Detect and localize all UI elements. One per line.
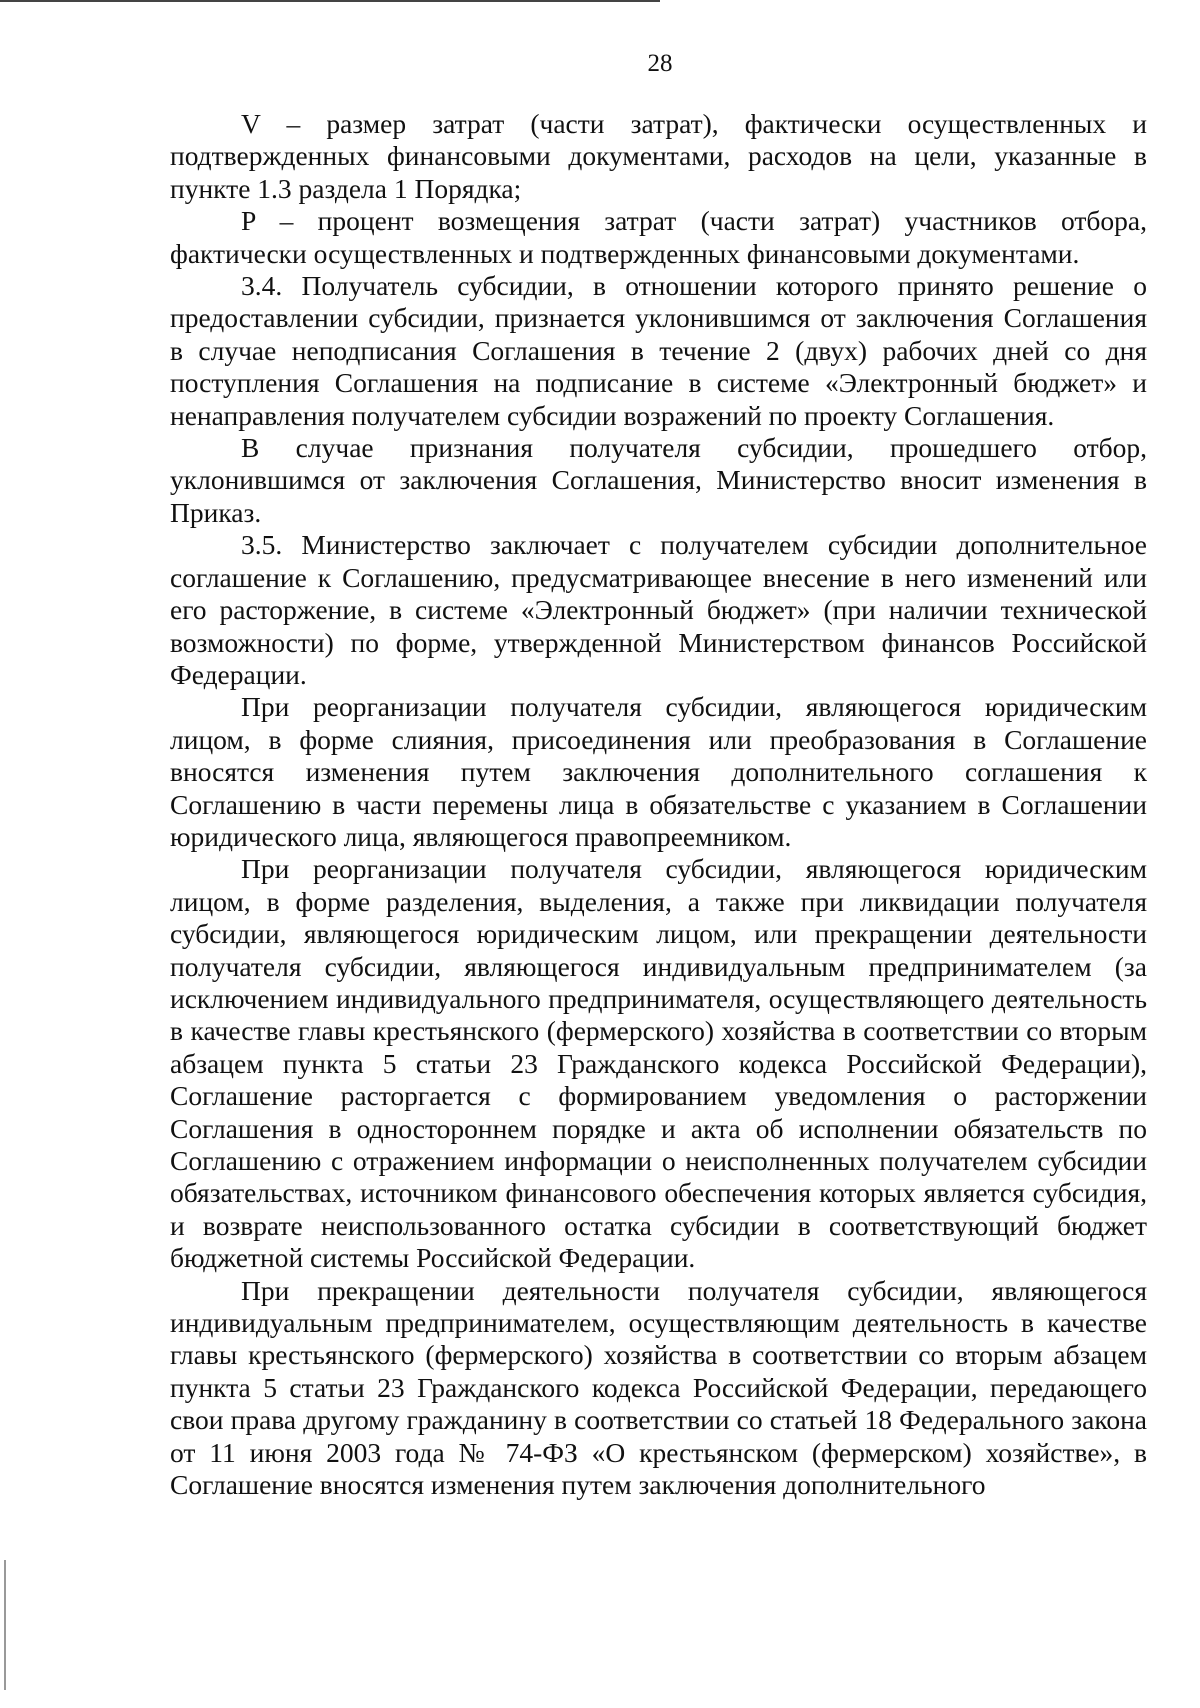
paragraph-v-definition: V – размер затрат (части затрат), фактически осуществленных и подтвержденных финансовыми документами, расходов на цели, указанные в пункте 1.3 раздела 1 Порядка;	[170, 108, 1147, 204]
paragraph-3-5: 3.5. Министерство заключает с получателем субсидии дополнительное соглашение к Соглашению, предусматривающее внесение в него изменений или его расторжение, в системе «Электронный бюджет» (при наличии технической возможности) по форме, утвержденной Министерством финансов Российской Федерации.	[170, 529, 1147, 690]
paragraph-reorganization-merger: При реорганизации получателя субсидии, являющегося юридическим лицом, в форме слияния, присоединения или преобразования в Соглашение вносятся изменения путем заключения дополнительного соглашения к Соглашению в части перемены лица в обязательстве с указанием в Соглашении юридического лица, являющегося правопреемником.	[170, 691, 1147, 852]
scan-edge-top	[0, 0, 660, 2]
paragraph-evasion-case: В случае признания получателя субсидии, прошедшего отбор, уклонившимся от заключения Соглашения, Министерство вносит изменения в Приказ.	[170, 432, 1147, 528]
page-number: 28	[647, 50, 673, 77]
paragraph-p-definition: P – процент возмещения затрат (части затрат) участников отбора, фактически осуществленных и подтвержденных финансовыми документами.	[170, 205, 1147, 269]
document-body	[170, 108, 1147, 1501]
scan-edge-left	[4, 1560, 6, 1690]
paragraph-3-4: 3.4. Получатель субсидии, в отношении которого принято решение о предоставлении субсидии, признается уклонившимся от заключения Соглашения в случае неподписания Соглашения в течение 2 (двух) рабочих дней со дня поступления Соглашения на подписание в системе «Электронный бюджет» и ненаправления получателем субсидии возражений по проекту Соглашения.	[170, 270, 1147, 431]
paragraph-reorganization-division: При реорганизации получателя субсидии, являющегося юридическим лицом, в форме разделения, выделения, а также при ликвидации получателя субсидии, являющегося юридическим лицом, или прекращении деятельности получателя субсидии, являющегося индивидуальным предпринимателем (за исключением индивидуального предпринимателя, осуществляющего деятельность в качестве главы крестьянского (фермерского) хозяйства в соответствии со вторым абзацем пункта 5 статьи 23 Гражданского кодекса Российской Федерации), Соглашение расторгается с формированием уведомления о расторжении Соглашения в одностороннем порядке и акта об исполнении обязательств по Соглашению с отражением информации о неисполненных получателем субсидии обязательствах, источником финансового обеспечения которых является субсидия, и возврате неиспользованного остатка субсидии в соответствующий бюджет бюджетной системы Российской Федерации.	[170, 853, 1147, 1274]
paragraph-termination-farm: При прекращении деятельности получателя субсидии, являющегося индивидуальным предпринимателем, осуществляющим деятельность в качестве главы крестьянского (фермерского) хозяйства в соответствии со вторым абзацем пункта 5 статьи 23 Гражданского кодекса Российской Федерации, передающего свои права другому гражданину в соответствии со статьей 18 Федерального закона от 11 июня 2003 года № 74-ФЗ «О крестьянском (фермерском) хозяйстве», в Соглашение вносятся изменения путем заключения дополнительного	[170, 1274, 1147, 1501]
